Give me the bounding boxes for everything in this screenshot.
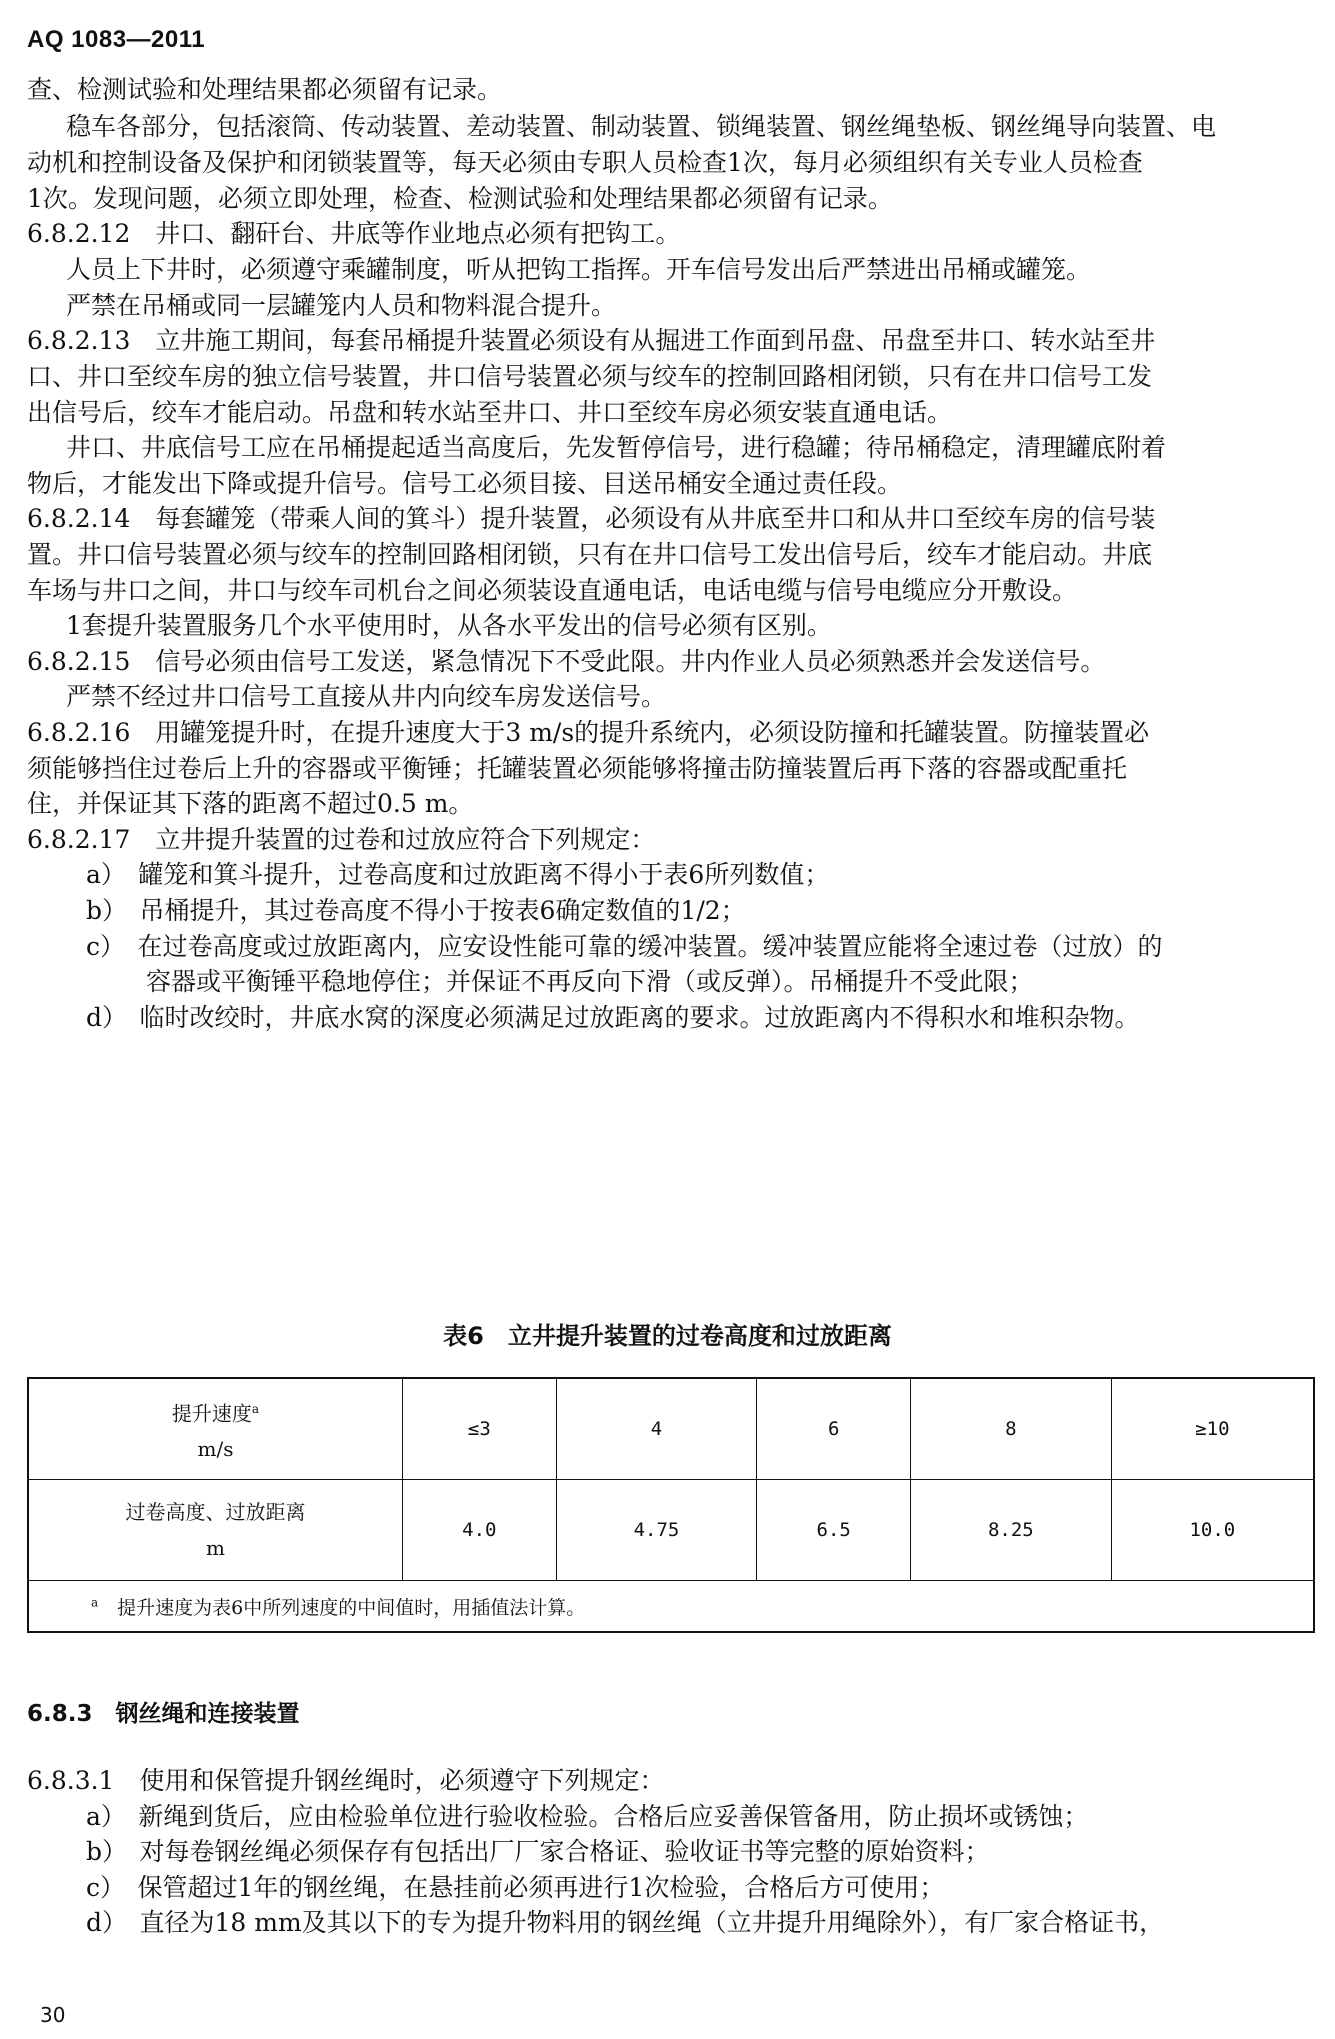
speed-label: 提升速度 [171,1401,252,1426]
text-line: 置。井口信号装置必须与绞车的控制回路相闭锁，只有在井口信号工发出信号后，绞车才能启动。井底 [27,540,1153,569]
speed-cell: 4 [556,1378,757,1480]
standard-code-header: AQ 1083—2011 [27,26,206,53]
distance-header-cell [28,1480,403,1581]
clause-6-8-2-14: 6.8.2.14 每套罐笼（带乘人间的箕斗）提升装置，必须设有从井底至井口和从井口至绞车房的信号装 [27,504,1156,533]
section-heading-6-8-3: 6.8.3 钢丝绳和连接装置 [27,1701,300,1727]
text-line: 住，并保证其下落的距离不超过0.5 m。 [27,789,474,818]
distance-row [28,1480,1314,1581]
text-line: 严禁在吊桶或同一层罐笼内人员和物料混合提升。 [66,291,617,320]
text-line: 物后，才能发出下降或提升信号。信号工必须目接、目送吊桶安全通过责任段。 [27,469,903,498]
text-line: 人员上下井时，必须遵守乘罐制度，听从把钩工指挥。开车信号发出后严禁进出吊桶或罐笼。 [66,255,1092,284]
list-item-d: d） 直径为18 mm及其以下的专为提升物料用的钢丝绳（立井提升用绳除外），有厂家合格证书， [86,1908,1165,1937]
list-item-b: b） 对每卷钢丝绳必须保存有包括出厂厂家合格证、验收证书等完整的原始资料； [86,1837,990,1866]
clause-6-8-2-17: 6.8.2.17 立井提升装置的过卷和过放应符合下列规定： [27,825,656,854]
table-6 [27,1377,1315,1633]
table-note-row [28,1581,1314,1633]
speed-header-cell [28,1378,403,1480]
clause-6-8-3-1: 6.8.3.1 使用和保管提升钢丝绳时，必须遵守下列规定： [27,1766,665,1795]
page-number: 30 [40,2003,66,2027]
text-line: 口、井口至绞车房的独立信号装置，井口信号装置必须与绞车的控制回路相闭锁，只有在井口信号工发 [27,362,1153,391]
text-line: 出信号后，绞车才能启动。吊盘和转水站至井口、井口至绞车房必须安装直通电话。 [27,398,953,427]
distance-label: 过卷高度、过放距离 [125,1500,306,1524]
footnote-mark: a [91,1595,99,1610]
list-item-b: b） 吊桶提升，其过卷高度不得小于按表6确定数值的1/2； [86,896,746,925]
footnote-mark: a [251,1401,260,1416]
clause-6-8-2-12: 6.8.2.12 井口、翻矸台、井底等作业地点必须有把钩工。 [27,219,681,248]
text-line: 严禁不经过井口信号工直接从井内向绞车房发送信号。 [66,682,667,711]
distance-cell: 4.75 [556,1480,757,1581]
table-footnote [28,1581,1314,1633]
distance-cell: 4.0 [403,1480,557,1581]
distance-cell: 8.25 [911,1480,1112,1581]
list-item-c: c） 在过卷高度或过放距离内，应安设性能可靠的缓冲装置。缓冲装置应能将全速过卷（过放）的 [86,932,1163,961]
speed-cell: 8 [911,1378,1112,1480]
list-item-c-cont: 容器或平衡锤平稳地停住；并保证不再反向下滑（或反弹）。吊桶提升不受此限； [146,967,1034,996]
text-line: 须能够挡住过卷后上升的容器或平衡锤；托罐装置必须能够将撞击防撞装置后再下落的容器或配重托 [27,754,1128,783]
text-line: 1套提升装置服务几个水平使用时，从各水平发出的信号必须有区别。 [66,611,832,640]
distance-cell: 6.5 [757,1480,911,1581]
clause-6-8-2-15: 6.8.2.15 信号必须由信号工发送，紧急情况下不受此限。井内作业人员必须熟悉并会发送信号。 [27,647,1106,676]
clause-6-8-2-13: 6.8.2.13 立井施工期间，每套吊桶提升装置必须设有从掘进工作面到吊盘、吊盘至井口、转水站至井 [27,326,1156,355]
text-line: 查、检测试验和处理结果都必须留有记录。 [27,75,503,104]
text-line: 1次。发现问题，必须立即处理，检查、检测试验和处理结果都必须留有记录。 [27,184,893,213]
list-item-a: a） 罐笼和箕斗提升，过卷高度和过放距离不得小于表6所列数值； [86,860,830,889]
text-line: 井口、井底信号工应在吊桶提起适当高度后，先发暂停信号，进行稳罐；待吊桶稳定，清理罐底附着 [66,433,1167,462]
list-item-c: c） 保管超过1年的钢丝绳，在悬挂前必须再进行1次检验，合格后方可使用； [86,1873,945,1902]
text-line: 稳车各部分，包括滚筒、传动装置、差动装置、制动装置、锁绳装置、钢丝绳垫板、钢丝绳导向装置、电 [66,112,1217,141]
speed-unit: m/s [197,1437,234,1462]
distance-cell: 10.0 [1111,1480,1314,1581]
text-line: 车场与井口之间，井口与绞车司机台之间必须装设直通电话，电话电缆与信号电缆应分开敷设。 [27,576,1078,605]
speed-cell: ≥10 [1111,1378,1314,1480]
list-item-d: d） 临时改绞时，井底水窝的深度必须满足过放距离的要求。过放距离内不得积水和堆积杂物。 [86,1003,1140,1032]
table-6-title: 表6 立井提升装置的过卷高度和过放距离 [443,1322,892,1350]
speed-cell: 6 [757,1378,911,1480]
speed-row [28,1378,1314,1480]
distance-unit: m [206,1536,225,1560]
text-line: 动机和控制设备及保护和闭锁装置等，每天必须由专职人员检查1次，每月必须组织有关专业人员检查 [27,148,1143,177]
footnote-text: 提升速度为表6中所列速度的中间值时，用插值法计算。 [117,1596,586,1619]
list-item-a: a） 新绳到货后，应由检验单位进行验收检验。合格后应妥善保管备用，防止损坏或锈蚀； [86,1802,1089,1831]
clause-6-8-2-16: 6.8.2.16 用罐笼提升时，在提升速度大于3 m/s的提升系统内，必须设防撞和托罐装置。防撞装置必 [27,718,1150,747]
speed-cell: ≤3 [403,1378,557,1480]
